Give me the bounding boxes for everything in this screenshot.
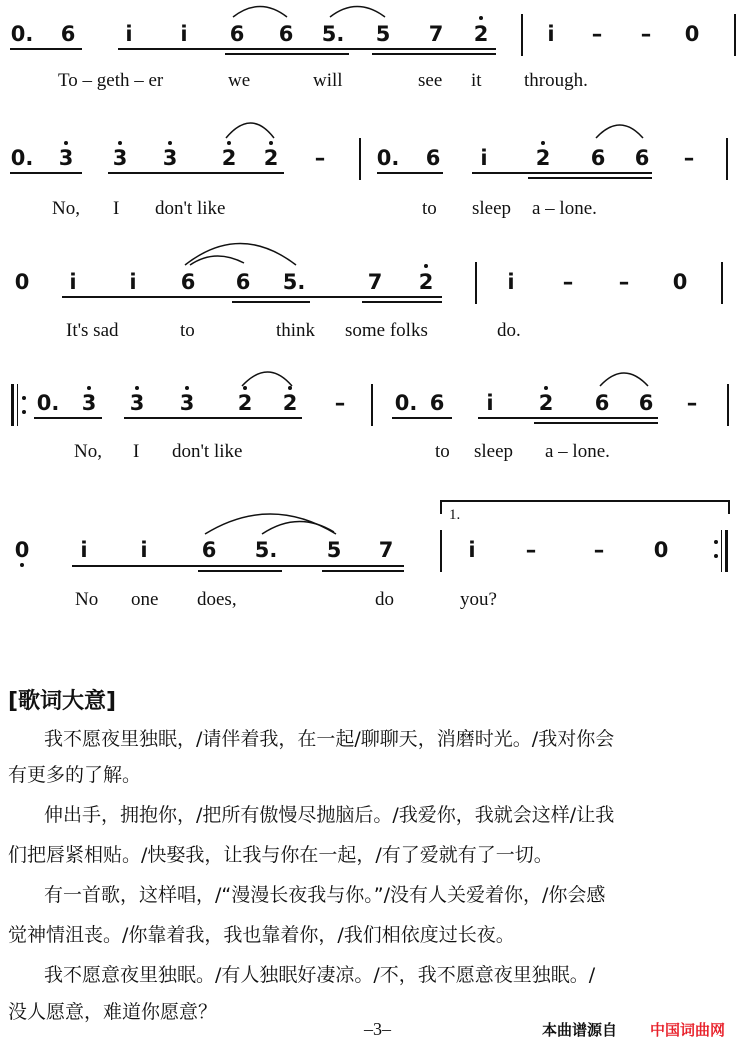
translation-line: 觉神情沮丧。/你靠着我，我也靠着你，/我们相依度过长夜。 xyxy=(8,924,515,946)
translation-line: 有一首歌，这样唱，/“漫漫长夜我与你。”/没有人关爱着你，/你会感 xyxy=(44,884,606,906)
note: 0 xyxy=(14,538,30,562)
note: i xyxy=(140,538,148,562)
slur-lines xyxy=(0,0,750,60)
note: – xyxy=(618,270,630,294)
lyric: No, xyxy=(52,198,80,219)
note: 0. xyxy=(10,146,34,170)
note: 6 xyxy=(235,270,251,294)
slur-lines xyxy=(0,350,750,410)
lyric: do xyxy=(375,589,394,610)
slur xyxy=(330,7,385,18)
page-number: –3– xyxy=(364,1019,391,1039)
note: 2 xyxy=(418,270,434,294)
translation-heading: [歌词大意] xyxy=(8,689,117,714)
note: 5. xyxy=(321,22,345,46)
slur xyxy=(233,7,287,18)
lyric: it xyxy=(471,70,482,91)
lyric: To – geth – er xyxy=(58,70,164,91)
note: 6 xyxy=(590,146,606,170)
lyric: It's sad xyxy=(66,320,119,341)
slur xyxy=(596,125,643,138)
note: i xyxy=(80,538,88,562)
lyric: a – lone. xyxy=(545,441,610,462)
lyric: I xyxy=(113,198,120,219)
translation-line: 伸出手，拥抱你，/把所有傲慢尽抛脑后。/我爱你，我就会这样/让我 xyxy=(44,804,615,826)
note: 0. xyxy=(10,22,34,46)
note: 2 xyxy=(535,146,551,170)
lyric: will xyxy=(313,70,343,91)
note: 2 xyxy=(473,22,489,46)
slur-lines xyxy=(0,230,750,290)
note: – xyxy=(314,146,326,170)
note: i xyxy=(486,391,494,415)
note: – xyxy=(683,146,695,170)
note: 6 xyxy=(425,146,441,170)
lyric: to xyxy=(422,198,437,219)
underline xyxy=(362,301,442,303)
lyric: through. xyxy=(524,70,588,91)
translation-line: 有更多的了解。 xyxy=(8,764,142,786)
underline xyxy=(478,417,658,419)
note: 6 xyxy=(180,270,196,294)
note: 6 xyxy=(60,22,76,46)
note: 0. xyxy=(394,391,418,415)
note: 5 xyxy=(375,22,391,46)
underline xyxy=(528,177,652,179)
underline xyxy=(72,565,404,567)
lyric: don't like xyxy=(172,441,243,462)
note: 6 xyxy=(278,22,294,46)
note: 3 xyxy=(162,146,178,170)
underline xyxy=(108,172,284,174)
note: 2 xyxy=(282,391,298,415)
underline xyxy=(232,301,310,303)
lyric: No, xyxy=(74,441,102,462)
lyric: No xyxy=(75,589,99,610)
slur-lines xyxy=(0,490,750,550)
note: 0 xyxy=(672,270,688,294)
note: i xyxy=(507,270,515,294)
translation-line: 我不愿夜里独眠，/请伴着我，在一起/聊聊天，消磨时光。/我对你会 xyxy=(44,728,615,750)
note: 6 xyxy=(638,391,654,415)
lyric: we xyxy=(228,70,251,91)
note: 6 xyxy=(429,391,445,415)
lyric: don't like xyxy=(155,198,226,219)
slur xyxy=(226,123,274,138)
underline xyxy=(534,422,658,424)
underline xyxy=(34,417,102,419)
first-ending-label: 1. xyxy=(449,507,461,523)
note: 2 xyxy=(263,146,279,170)
lyric: to xyxy=(180,320,195,341)
repeat-dot xyxy=(714,554,718,558)
note: – xyxy=(525,538,537,562)
note: i xyxy=(129,270,137,294)
source-site-link[interactable]: 中国词曲网 xyxy=(650,1021,726,1039)
note: 0 xyxy=(653,538,669,562)
note: 2 xyxy=(237,391,253,415)
note: 2 xyxy=(221,146,237,170)
note: 5 xyxy=(326,538,342,562)
note: 3 xyxy=(81,391,97,415)
slur xyxy=(600,373,648,386)
lyric: sleep xyxy=(472,198,512,219)
note: 5. xyxy=(282,270,306,294)
note: – xyxy=(686,391,698,415)
note: 6 xyxy=(201,538,217,562)
note: i xyxy=(547,22,555,46)
note: 6 xyxy=(229,22,245,46)
lyric: see xyxy=(418,70,443,91)
note: i xyxy=(480,146,488,170)
note: i xyxy=(69,270,77,294)
lyric: a – lone. xyxy=(532,198,597,219)
note: 6 xyxy=(634,146,650,170)
lyric: do. xyxy=(497,320,521,341)
slur-lines xyxy=(0,100,750,160)
note: – xyxy=(593,538,605,562)
translation-line: 没人愿意，难道你愿意？ xyxy=(8,1001,218,1023)
underline xyxy=(198,570,282,572)
lyric: you? xyxy=(460,589,497,610)
note: 0 xyxy=(684,22,700,46)
underline xyxy=(10,172,82,174)
lyric: one xyxy=(131,589,159,610)
note: – xyxy=(591,22,603,46)
underline xyxy=(62,296,442,298)
source-label: 本曲谱源自 xyxy=(542,1021,618,1039)
octave-dot-low xyxy=(20,563,24,567)
lyric: think xyxy=(276,320,316,341)
note: – xyxy=(562,270,574,294)
note: 0. xyxy=(36,391,60,415)
slur xyxy=(190,256,244,265)
repeat-dot xyxy=(22,410,26,414)
note: 6 xyxy=(594,391,610,415)
translation-line: 我不愿意夜里独眠。/有人独眠好凄凉。/不，我不愿意夜里独眠。/ xyxy=(44,964,596,986)
note: i xyxy=(468,538,476,562)
underline xyxy=(392,417,452,419)
note: 7 xyxy=(378,538,394,562)
note: 7 xyxy=(367,270,383,294)
note: 0 xyxy=(14,270,30,294)
note: – xyxy=(334,391,346,415)
note: i xyxy=(180,22,188,46)
note: 3 xyxy=(179,391,195,415)
underline xyxy=(472,172,652,174)
underline xyxy=(124,417,302,419)
note: 5. xyxy=(254,538,278,562)
slur xyxy=(242,372,292,386)
underline xyxy=(322,570,404,572)
lyric: does, xyxy=(197,589,237,610)
lyric: sleep xyxy=(474,441,514,462)
note: 3 xyxy=(112,146,128,170)
note: 2 xyxy=(538,391,554,415)
note: 3 xyxy=(58,146,74,170)
lyric: some folks xyxy=(345,320,428,341)
lyric: to xyxy=(435,441,450,462)
note: i xyxy=(125,22,133,46)
translation-line: 们把唇紧相贴。/快娶我，让我与你在一起，/有了爱就有了一切。 xyxy=(8,844,553,866)
note: 0. xyxy=(376,146,400,170)
underline xyxy=(377,172,443,174)
lyric: I xyxy=(133,441,140,462)
note: 7 xyxy=(428,22,444,46)
note: – xyxy=(640,22,652,46)
note: 3 xyxy=(129,391,145,415)
